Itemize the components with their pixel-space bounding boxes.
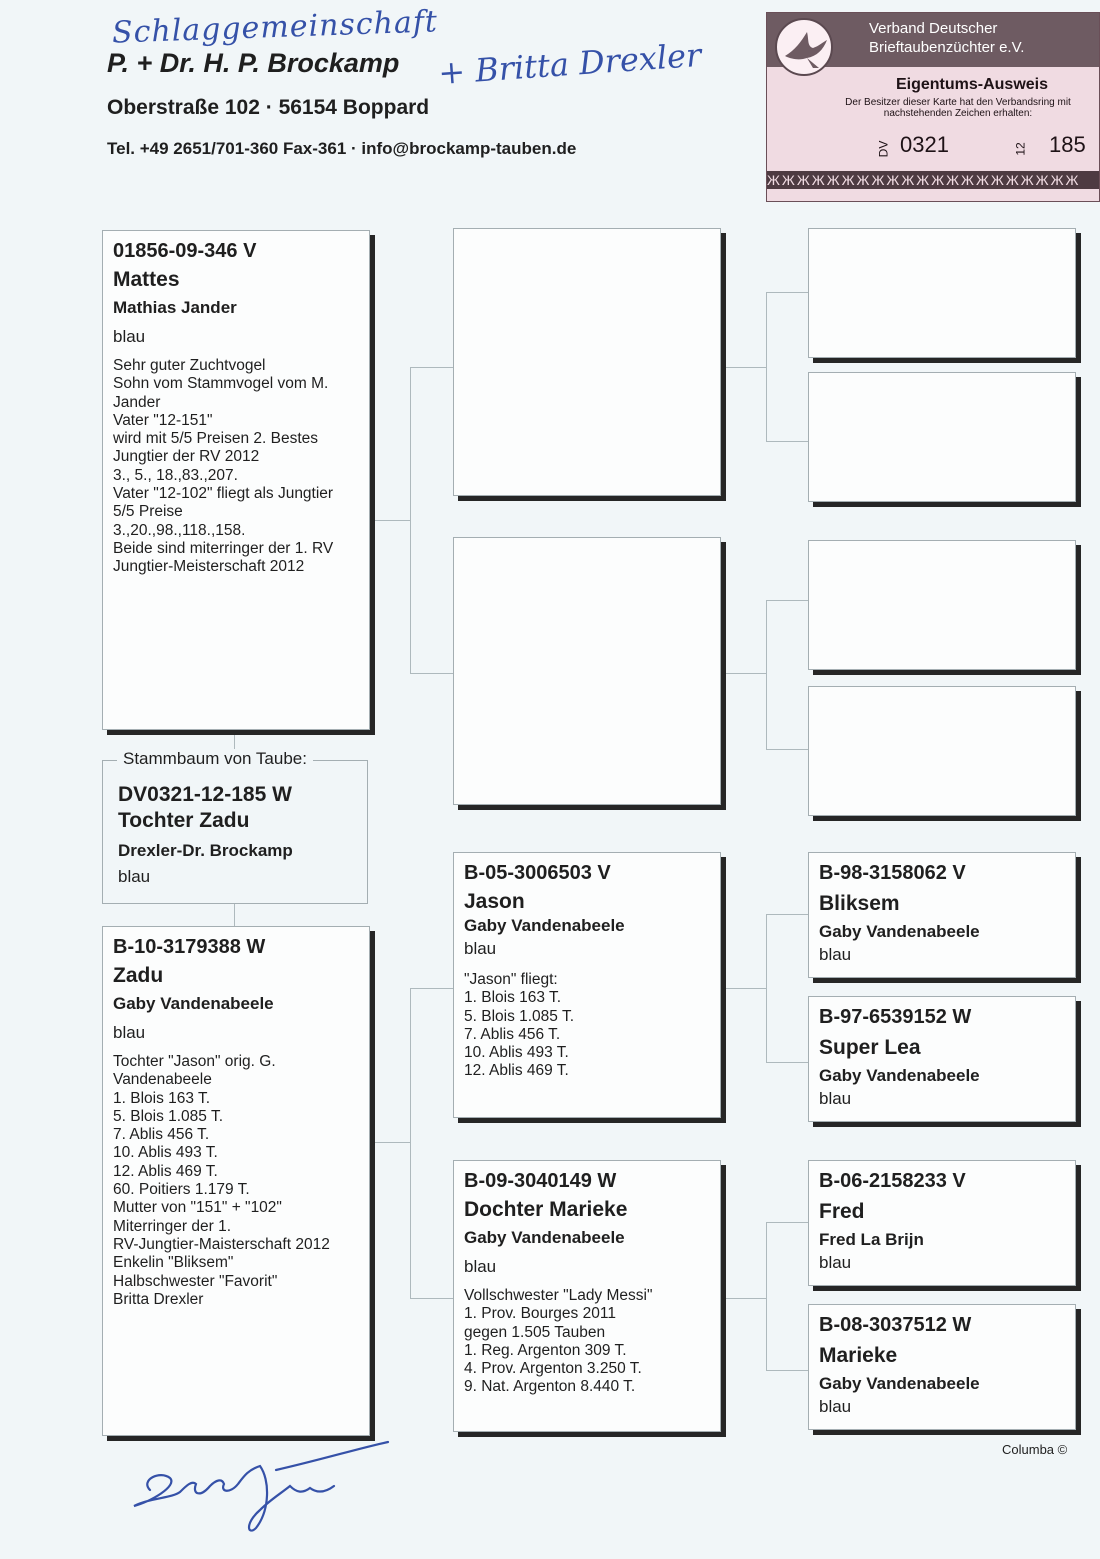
card-ornament-band: ЖЖЖЖЖЖЖЖЖЖЖЖЖЖЖЖЖЖЖЖЖ [767, 171, 1100, 189]
card-description: Der Besitzer dieser Karte hat den Verbandsring mit nachstehenden Zeichen erhalten: [845, 97, 1071, 119]
dam-sire-colour: blau [464, 939, 497, 958]
dam-dam-name: Dochter Marieke [464, 1198, 628, 1221]
sire-colour: blau [113, 327, 146, 346]
subject-label: Stammbaum von Taube: [117, 749, 313, 769]
gen3-name-3: Fred [819, 1200, 865, 1223]
subject-name: Tochter Zadu [118, 809, 250, 832]
association-name [869, 19, 1097, 57]
ownership-card [766, 12, 1100, 202]
gen3-owner-3: Fred La Brijn [819, 1230, 924, 1249]
subject-owner: Drexler-Dr. Brockamp [118, 841, 293, 860]
dam-owner: Gaby Vandenabeele [113, 994, 274, 1013]
dam-box [102, 926, 370, 1436]
dam-sire-notes: "Jason" fliegt: 1. Blois 163 T. 5. Blois 1.085 T. 7. Ablis 456 T. 10. Ablis 493 T. 12. Ablis 469 T. [464, 971, 575, 1080]
gen3-box-empty-2 [808, 372, 1076, 502]
dam-name: Zadu [113, 964, 164, 987]
sire-ring: 01856-09-346 V [113, 240, 257, 262]
gen3-name-2: Super Lea [819, 1036, 921, 1059]
gen3-ring-2: B-97-6539152 W [819, 1006, 972, 1028]
subject-ring: DV0321-12-185 W [118, 783, 292, 806]
association-line-1: Verband Deutscher [869, 20, 998, 37]
gen3-colour-2: blau [819, 1089, 852, 1108]
dam-dam-box [453, 1160, 721, 1432]
dam-dam-colour: blau [464, 1257, 497, 1276]
gen3-box-empty-3 [808, 540, 1076, 670]
sire-notes: Sehr guter Zuchtvogel Sohn vom Stammvogel vom M. Jander Vater "12-151" wird mit 5/5 Preisen 2. Bestes Jungtier der RV 2012 3., 5., 18.,83.,207. Vater "12-102" fliegt als Jungtier 5/5 Preise 3.,20.,98.,118.,158. Beide sind miterringer der 1. RV Jungtier-Meisterschaft 2012 [113, 357, 334, 576]
breeder-contact: Tel. +49 2651/701-360 Fax-361 · info@brockamp-tauben.de [107, 139, 577, 158]
gen3-colour-1: blau [819, 945, 852, 964]
ring-prefix: DV [876, 140, 891, 158]
card-title: Eigentums-Ausweis [895, 76, 1049, 93]
gen3-ring-4: B-08-3037512 W [819, 1314, 972, 1336]
gen3-owner-2: Gaby Vandenabeele [819, 1066, 980, 1085]
gen3-box-4 [808, 1304, 1076, 1430]
dam-sire-owner: Gaby Vandenabeele [464, 916, 625, 935]
dam-sire-name: Jason [464, 890, 525, 913]
dam-notes: Tochter "Jason" orig. G. Vandenabeele 1. Blois 163 T. 5. Blois 1.085 T. 7. Ablis 456 T. 10. Ablis 493 T. 12. Ablis 469 T. 60. Poitiers 1.179 T. Mutter von "151" + "102" Miterringer der 1. RV-Jungtier-Maisterschaft 2012 Enkelin "Bliksem" Halbschwester "Favorit" Britta Drexler [113, 1053, 330, 1308]
sire-owner: Mathias Jander [113, 298, 237, 317]
gen3-ring-3: B-06-2158233 V [819, 1170, 966, 1192]
software-credit: Columba © [1002, 1442, 1068, 1457]
dam-sire-ring: B-05-3006503 V [464, 862, 611, 884]
gen3-box-empty-4 [808, 686, 1076, 816]
dam-sire-box [453, 852, 721, 1118]
gen3-owner-1: Gaby Vandenabeele [819, 922, 980, 941]
gen3-box-empty-1 [808, 228, 1076, 358]
dam-dam-owner: Gaby Vandenabeele [464, 1228, 625, 1247]
gen3-owner-4: Gaby Vandenabeele [819, 1374, 980, 1393]
subject-colour: blau [118, 867, 151, 886]
sire-name: Mattes [113, 268, 180, 291]
breeder-address: Oberstraße 102 · 56154 Boppard [107, 96, 430, 119]
handwritten-co-owner: + Britta Drexler [436, 35, 703, 93]
ring-number: 0321 [900, 132, 949, 157]
gen3-box-1 [808, 852, 1076, 978]
subject-box [102, 749, 368, 904]
ring-year: 12 [1013, 142, 1028, 156]
dam-colour: blau [113, 1023, 146, 1042]
ring-code [767, 130, 1100, 166]
handwritten-title: Schlaggemeinschaft [111, 4, 439, 51]
signature-icon [120, 1440, 400, 1540]
dam-dam-ring: B-09-3040149 W [464, 1170, 617, 1192]
sire-dam-box-empty [453, 537, 721, 805]
dam-ring: B-10-3179388 W [113, 936, 266, 958]
association-line-2: Brieftaubenzüchter e.V. [869, 39, 1025, 56]
gen3-box-3 [808, 1160, 1076, 1286]
gen3-colour-3: blau [819, 1253, 852, 1272]
sire-sire-box-empty [453, 228, 721, 496]
gen3-name-4: Marieke [819, 1344, 898, 1367]
gen3-colour-4: blau [819, 1397, 852, 1416]
dam-dam-notes: Vollschwester "Lady Messi" 1. Prov. Bourges 2011 gegen 1.505 Tauben 1. Reg. Argenton 309 T. 4. Prov. Argenton 3.250 T. 9. Nat. Argenton 8.440 T. [464, 1287, 653, 1396]
gen3-name-1: Bliksem [819, 892, 900, 915]
sire-box [102, 230, 370, 730]
breeder-name: P. + Dr. H. P. Brockamp [107, 48, 400, 78]
gen3-ring-1: B-98-3158062 V [819, 862, 966, 884]
dove-logo-icon [775, 18, 833, 76]
gen3-box-2 [808, 996, 1076, 1122]
ring-id: 185 [1049, 132, 1086, 157]
